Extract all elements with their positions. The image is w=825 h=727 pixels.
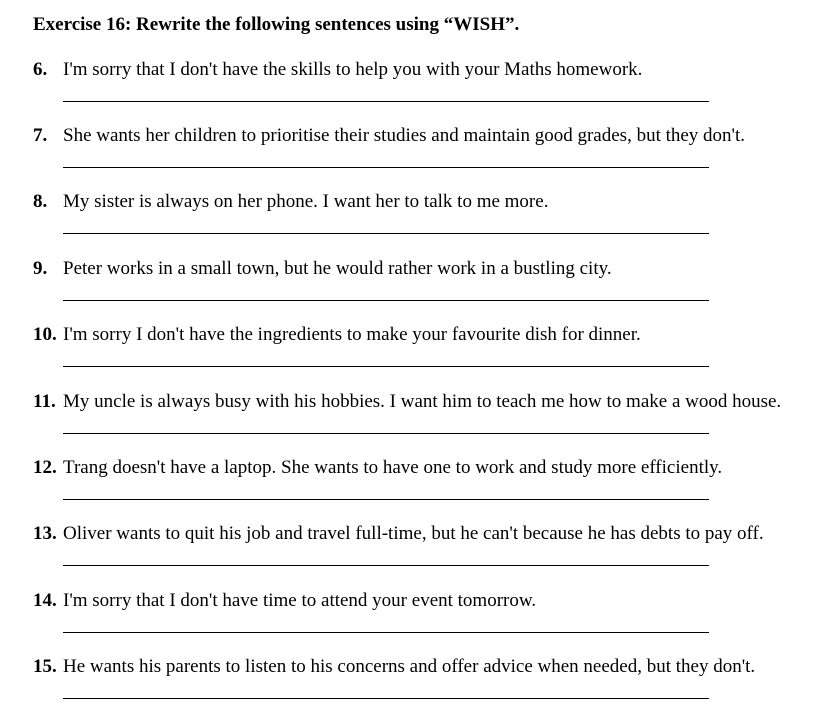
exercise-item-12: [33, 456, 823, 522]
answer-line[interactable]: [63, 233, 709, 234]
answer-line[interactable]: [63, 632, 709, 633]
item-number: 8.: [33, 191, 48, 212]
item-number: 14.: [33, 590, 57, 611]
item-sentence: He wants his parents to listen to his concerns and offer advice when needed, but they don't.: [63, 656, 756, 677]
item-sentence: She wants her children to prioritise their studies and maintain good grades, but they don't.: [63, 125, 746, 146]
item-sentence: Oliver wants to quit his job and travel full-time, but he can't because he has debts to pay off.: [63, 523, 764, 544]
item-number: 9.: [33, 258, 48, 279]
exercise-item-6: [33, 58, 823, 124]
answer-line[interactable]: [63, 366, 709, 367]
exercise-item-11: [33, 390, 823, 456]
exercise-title: Exercise 16: Rewrite the following sentences using “WISH”.: [33, 14, 520, 35]
exercise-item-10: [33, 323, 823, 389]
answer-line[interactable]: [63, 499, 709, 500]
answer-line[interactable]: [63, 101, 709, 102]
exercise-item-14: [33, 589, 823, 655]
exercise-item-7: [33, 124, 823, 190]
item-number: 12.: [33, 457, 57, 478]
answer-line[interactable]: [63, 167, 709, 168]
item-sentence: I'm sorry that I don't have the skills to help you with your Maths homework.: [63, 59, 643, 80]
item-sentence: Peter works in a small town, but he would rather work in a bustling city.: [63, 258, 612, 279]
item-number: 10.: [33, 324, 57, 345]
item-number: 6.: [33, 59, 48, 80]
item-number: 15.: [33, 656, 57, 677]
item-number: 11.: [33, 391, 56, 412]
answer-line[interactable]: [63, 300, 709, 301]
exercise-item-13: [33, 522, 823, 588]
exercise-item-15: [33, 655, 823, 721]
item-sentence: My sister is always on her phone. I want her to talk to me more.: [63, 191, 549, 212]
exercise-item-9: [33, 257, 823, 323]
item-sentence: My uncle is always busy with his hobbies. I want him to teach me how to make a wood house.: [63, 391, 782, 412]
answer-line[interactable]: [63, 433, 709, 434]
exercise-item-8: [33, 190, 823, 256]
item-number: 7.: [33, 125, 48, 146]
answer-line[interactable]: [63, 698, 709, 699]
answer-line[interactable]: [63, 565, 709, 566]
item-sentence: Trang doesn't have a laptop. She wants to have one to work and study more efficiently.: [63, 457, 723, 478]
item-sentence: I'm sorry that I don't have time to attend your event tomorrow.: [63, 590, 537, 611]
item-sentence: I'm sorry I don't have the ingredients to make your favourite dish for dinner.: [63, 324, 641, 345]
item-number: 13.: [33, 523, 57, 544]
